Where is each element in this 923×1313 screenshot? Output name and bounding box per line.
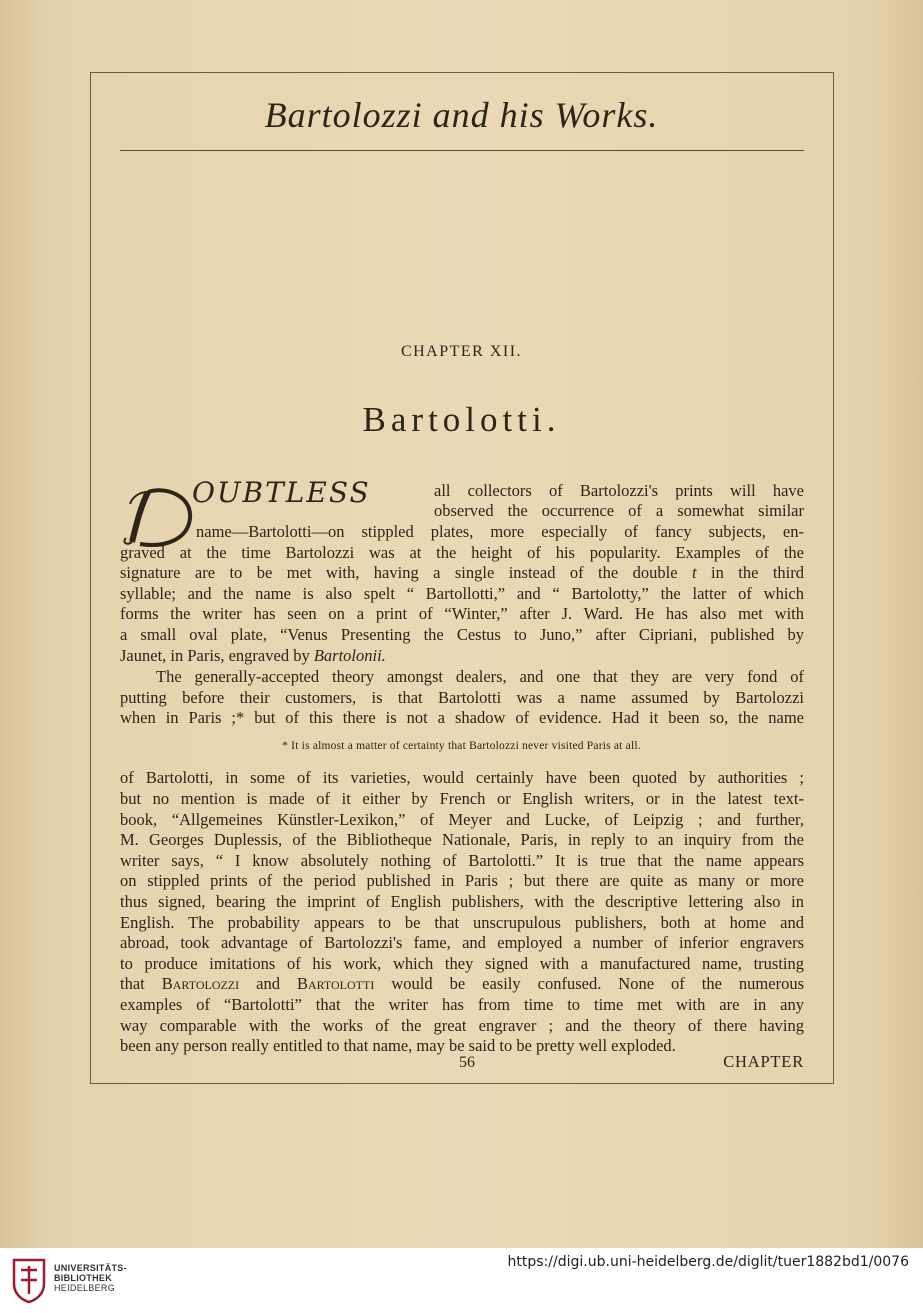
text-line: examples of “Bartolotti” that the writer has from time to time met with are in any — [120, 995, 804, 1014]
text-segment: Jaunet, in Paris, engraved by — [120, 646, 314, 665]
text-segment: would be easily confused. None of the numerous — [374, 974, 804, 993]
italic-letter: t — [691, 563, 697, 582]
library-line: BIBLIOTHEK — [54, 1273, 112, 1283]
text-segment: and — [239, 974, 297, 993]
text-line: graved at the time Bartolozzi was at the height of his popularity. Examples of the — [120, 543, 804, 562]
title-rule — [120, 150, 804, 151]
text-line: been any person really entitled to that name, may be said to be pretty well exploded. — [120, 1036, 676, 1055]
svg-text:D: D — [158, 528, 159, 529]
text-line: on stippled prints of the period published in Paris ; but there are quite as many or more — [120, 871, 804, 890]
text-line: thus signed, bearing the imprint of English publishers, with the descriptive lettering also in — [120, 892, 804, 911]
text-line: observed the occurrence of a somewhat similar — [434, 501, 804, 520]
text-line: putting before their customers, is that Bartolotti was a name assumed by Bartolozzi — [120, 688, 804, 707]
text-line: writer says, “ I know absolutely nothing of Bartolotti.” It is true that the name appears — [120, 851, 804, 870]
page-number: 56 — [459, 1054, 475, 1071]
text-line: abroad, took advantage of Bartolozzi's fame, and employed a number of inferior engravers — [120, 933, 804, 952]
small-caps-name: Bartolotti — [296, 974, 375, 993]
text-line — [120, 645, 804, 666]
text-line: when in Paris ;* but of this there is not a shadow of evidence. Had it been so, the name — [120, 708, 804, 727]
chapter-title: Bartolotti. — [362, 400, 561, 439]
small-caps-name: Bartolozzi — [161, 974, 240, 993]
text-line: a small oval plate, “Venus Presenting the Cestus to Juno,” after Cipriani, published by — [120, 625, 804, 644]
text-line: of Bartolotti, in some of its varieties, would certainly have been quoted by authorities ; — [120, 768, 804, 787]
text-line: English. The probability appears to be that unscrupulous publishers, both at home and — [120, 913, 804, 932]
text-line: to produce imitations of his work, which they signed with a manufactured name, trusting — [120, 954, 804, 973]
text-line: all collectors of Bartolozzi's prints will have — [434, 481, 804, 500]
text-segment: in the third — [696, 563, 804, 582]
permalink-url[interactable]: https://digi.ub.uni-heidelberg.de/diglit/tuer1882bd1/0076 — [507, 1254, 909, 1270]
library-line: HEIDELBERG — [54, 1283, 116, 1293]
text-line — [120, 973, 804, 994]
text-line: forms the writer has seen on a print of “Winter,” after J. Ward. He has also met with — [120, 604, 804, 623]
chapter-label: CHAPTER XII. — [400, 343, 523, 360]
footnote: * It is almost a matter of certainty that Bartolozzi never visited Paris at all. — [282, 740, 641, 752]
text-line: way comparable with the works of the great engraver ; and the theory of there having — [120, 1016, 804, 1035]
text-line: but no mention is made of it either by French or English writers, or in the latest text- — [120, 789, 804, 808]
text-line: The generally-accepted theory amongst dealers, and one that they are very fond of — [156, 667, 804, 686]
catchword: CHAPTER — [723, 1052, 804, 1071]
text-segment: signature are to be met with, having a single instead of the double — [120, 563, 692, 582]
university-seal-icon[interactable] — [10, 1256, 48, 1304]
text-line: M. Georges Duplessis, of the Bibliotheque Nationale, Paris, in reply to an inquiry from the — [120, 830, 804, 849]
library-name — [54, 1263, 127, 1293]
text-line — [120, 562, 804, 583]
running-title: Bartolozzi and his Works. — [264, 95, 659, 135]
library-line: UNIVERSITÄTS- — [54, 1263, 127, 1273]
text-line: book, “Allgemeines Künstler-Lexikon,” of Meyer and Lucke, of Leipzig ; and further, — [120, 810, 804, 829]
text-line: name—Bartolotti—on stippled plates, more especially of fancy subjects, en- — [196, 522, 804, 541]
text-segment: that — [120, 974, 162, 993]
lead-word: OUBTLESS — [192, 476, 371, 509]
text-line: syllable; and the name is also spelt “ Bartollotti,” and “ Bartolotty,” the latter of which — [120, 584, 804, 603]
engraver-name: Bartolonii. — [313, 646, 386, 665]
